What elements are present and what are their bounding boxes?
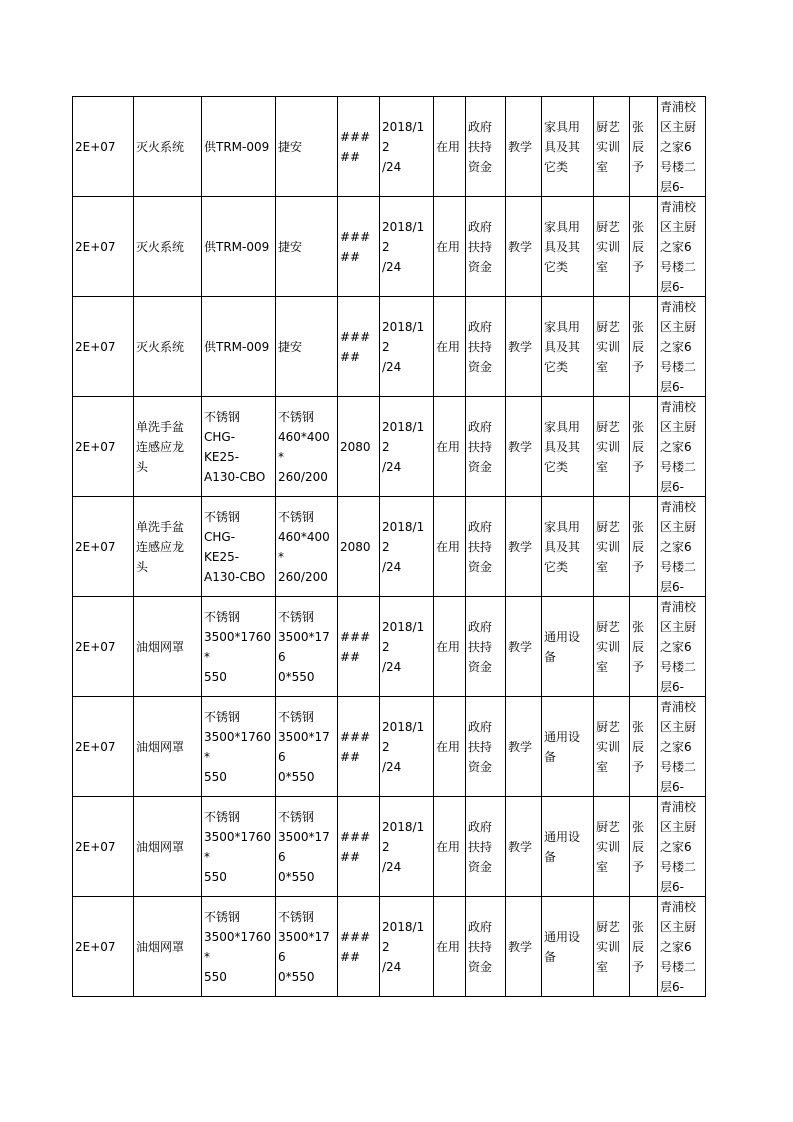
- cell-keeper: [630, 697, 658, 797]
- cell-text: 在用: [436, 739, 461, 754]
- cell-fund: [466, 297, 506, 397]
- cell-code: [73, 197, 134, 297]
- cell-text: 2018/12 /24: [382, 719, 425, 774]
- cell-text: 张 辰 予: [632, 419, 645, 474]
- table-row: [73, 197, 706, 297]
- cell-text: 供TRM-009: [204, 139, 270, 154]
- cell-text: 2018/12 /24: [382, 619, 425, 674]
- cell-keeper: [630, 897, 658, 997]
- cell-text: 不锈钢 3500*1760* 550: [204, 609, 272, 684]
- cell-keeper: [630, 297, 658, 397]
- cell-dept: [594, 297, 630, 397]
- cell-spec: [276, 797, 338, 897]
- cell-text: 不锈钢 3500*1760* 550: [204, 709, 272, 784]
- cell-text: 家具用 具及其 它类: [544, 519, 581, 574]
- cell-code: [73, 497, 134, 597]
- cell-text: 不锈钢 460*400* 260/200: [278, 509, 330, 584]
- cell-keeper: [630, 397, 658, 497]
- cell-dept: [594, 697, 630, 797]
- cell-category: [542, 497, 594, 597]
- cell-location: [658, 197, 706, 297]
- cell-text: 家具用 具及其 它类: [544, 219, 581, 274]
- cell-text: #####: [340, 829, 371, 864]
- cell-text: 厨艺 实训 室: [596, 719, 621, 774]
- cell-keeper: [630, 197, 658, 297]
- cell-text: 不锈钢 CHG- KE25- A130-CBO: [204, 509, 266, 584]
- cell-text: 在用: [436, 339, 461, 354]
- cell-text: 青浦校 区主厨 之家6 号楼二 层6-: [660, 900, 697, 994]
- cell-text: 2E+07: [75, 239, 116, 254]
- cell-category: [542, 697, 594, 797]
- cell-text: 通用设 备: [544, 729, 581, 764]
- cell-code: [73, 697, 134, 797]
- cell-category: [542, 97, 594, 197]
- cell-category: [542, 397, 594, 497]
- cell-text: 家具用 具及其 它类: [544, 319, 581, 374]
- cell-text: 2018/12 /24: [382, 119, 425, 174]
- cell-text: 通用设 备: [544, 829, 581, 864]
- cell-text: 油烟网罩: [136, 939, 185, 954]
- cell-text: 在用: [436, 839, 461, 854]
- cell-location: [658, 597, 706, 697]
- cell-text: 2018/12 /24: [382, 419, 425, 474]
- cell-price: [338, 197, 380, 297]
- cell-dept: [594, 97, 630, 197]
- cell-text: 政府 扶持 资金: [468, 119, 493, 174]
- cell-text: 油烟网罩: [136, 739, 185, 754]
- cell-text: #####: [340, 329, 371, 364]
- cell-text: 在用: [436, 439, 461, 454]
- cell-text: 青浦校 区主厨 之家6 号楼二 层6-: [660, 400, 697, 494]
- cell-location: [658, 697, 706, 797]
- cell-text: 捷安: [278, 339, 303, 354]
- cell-text: 不锈钢 3500*176 0*550: [278, 809, 330, 884]
- cell-date: [380, 897, 434, 997]
- cell-date: [380, 797, 434, 897]
- cell-text: 灭火系统: [136, 139, 185, 154]
- cell-text: 青浦校 区主厨 之家6 号楼二 层6-: [660, 800, 697, 894]
- cell-text: 张 辰 予: [632, 219, 645, 274]
- cell-spec: [276, 297, 338, 397]
- cell-name: [134, 497, 202, 597]
- cell-model: [202, 497, 276, 597]
- cell-text: 2E+07: [75, 339, 116, 354]
- cell-model: [202, 697, 276, 797]
- cell-price: [338, 597, 380, 697]
- cell-location: [658, 297, 706, 397]
- cell-text: 青浦校 区主厨 之家6 号楼二 层6-: [660, 300, 697, 394]
- cell-name: [134, 297, 202, 397]
- cell-text: 厨艺 实训 室: [596, 819, 621, 874]
- cell-text: 教学: [508, 939, 533, 954]
- cell-use: [506, 697, 542, 797]
- cell-name: [134, 197, 202, 297]
- cell-text: 厨艺 实训 室: [596, 619, 621, 674]
- cell-category: [542, 197, 594, 297]
- cell-model: [202, 797, 276, 897]
- cell-text: 张 辰 予: [632, 119, 645, 174]
- cell-use: [506, 597, 542, 697]
- cell-text: 教学: [508, 239, 533, 254]
- cell-text: 灭火系统: [136, 339, 185, 354]
- cell-dept: [594, 397, 630, 497]
- cell-model: [202, 897, 276, 997]
- cell-name: [134, 697, 202, 797]
- cell-price: [338, 397, 380, 497]
- cell-location: [658, 397, 706, 497]
- cell-text: 2018/12 /24: [382, 919, 425, 974]
- cell-location: [658, 97, 706, 197]
- cell-text: 在用: [436, 939, 461, 954]
- cell-date: [380, 397, 434, 497]
- table-body: [73, 97, 706, 997]
- cell-text: 2E+07: [75, 539, 116, 554]
- cell-text: 厨艺 实训 室: [596, 419, 621, 474]
- cell-use: [506, 397, 542, 497]
- cell-keeper: [630, 597, 658, 697]
- cell-text: 供TRM-009: [204, 239, 270, 254]
- cell-model: [202, 397, 276, 497]
- table-row: [73, 597, 706, 697]
- cell-dept: [594, 897, 630, 997]
- cell-text: 单洗手盆 连感应龙 头: [136, 519, 185, 574]
- cell-date: [380, 497, 434, 597]
- cell-text: 政府 扶持 资金: [468, 419, 493, 474]
- cell-text: 家具用 具及其 它类: [544, 419, 581, 474]
- cell-text: 教学: [508, 139, 533, 154]
- cell-date: [380, 697, 434, 797]
- cell-text: 2080: [340, 539, 371, 554]
- cell-price: [338, 697, 380, 797]
- table-row: [73, 397, 706, 497]
- cell-name: [134, 897, 202, 997]
- cell-text: 不锈钢 3500*176 0*550: [278, 709, 330, 784]
- cell-model: [202, 197, 276, 297]
- cell-price: [338, 497, 380, 597]
- cell-location: [658, 797, 706, 897]
- cell-text: 在用: [436, 239, 461, 254]
- cell-fund: [466, 397, 506, 497]
- cell-text: 政府 扶持 资金: [468, 719, 493, 774]
- cell-date: [380, 97, 434, 197]
- cell-text: 2E+07: [75, 439, 116, 454]
- cell-category: [542, 597, 594, 697]
- cell-dept: [594, 497, 630, 597]
- cell-status: [434, 97, 466, 197]
- cell-text: 教学: [508, 839, 533, 854]
- cell-text: 家具用 具及其 它类: [544, 119, 581, 174]
- cell-spec: [276, 197, 338, 297]
- cell-text: 张 辰 予: [632, 819, 645, 874]
- table-row: [73, 797, 706, 897]
- cell-text: 不锈钢 CHG- KE25- A130-CBO: [204, 409, 266, 484]
- cell-price: [338, 297, 380, 397]
- cell-text: 不锈钢 460*400* 260/200: [278, 409, 330, 484]
- cell-text: 2080: [340, 439, 371, 454]
- cell-text: 教学: [508, 739, 533, 754]
- cell-text: 捷安: [278, 139, 303, 154]
- cell-status: [434, 197, 466, 297]
- cell-category: [542, 897, 594, 997]
- table-row: [73, 697, 706, 797]
- cell-text: #####: [340, 729, 371, 764]
- cell-text: 2E+07: [75, 739, 116, 754]
- cell-fund: [466, 497, 506, 597]
- cell-text: 通用设 备: [544, 929, 581, 964]
- cell-code: [73, 597, 134, 697]
- cell-use: [506, 897, 542, 997]
- cell-text: 2E+07: [75, 139, 116, 154]
- cell-text: 张 辰 予: [632, 719, 645, 774]
- cell-code: [73, 397, 134, 497]
- cell-dept: [594, 197, 630, 297]
- cell-status: [434, 297, 466, 397]
- cell-use: [506, 297, 542, 397]
- cell-spec: [276, 497, 338, 597]
- cell-text: 政府 扶持 资金: [468, 319, 493, 374]
- cell-text: 张 辰 予: [632, 519, 645, 574]
- cell-text: 在用: [436, 639, 461, 654]
- cell-code: [73, 297, 134, 397]
- cell-text: 教学: [508, 339, 533, 354]
- cell-code: [73, 897, 134, 997]
- cell-category: [542, 797, 594, 897]
- cell-location: [658, 897, 706, 997]
- cell-text: 单洗手盆 连感应龙 头: [136, 419, 185, 474]
- cell-name: [134, 397, 202, 497]
- cell-text: 政府 扶持 资金: [468, 819, 493, 874]
- cell-keeper: [630, 97, 658, 197]
- cell-text: 青浦校 区主厨 之家6 号楼二 层6-: [660, 700, 697, 794]
- cell-text: #####: [340, 129, 371, 164]
- table-row: [73, 897, 706, 997]
- cell-text: 厨艺 实训 室: [596, 119, 621, 174]
- cell-code: [73, 797, 134, 897]
- cell-fund: [466, 897, 506, 997]
- cell-use: [506, 197, 542, 297]
- cell-text: 青浦校 区主厨 之家6 号楼二 层6-: [660, 600, 697, 694]
- cell-text: 2E+07: [75, 939, 116, 954]
- cell-fund: [466, 597, 506, 697]
- cell-use: [506, 497, 542, 597]
- cell-text: 2018/12 /24: [382, 819, 425, 874]
- cell-text: 2E+07: [75, 639, 116, 654]
- cell-text: 教学: [508, 539, 533, 554]
- cell-text: 供TRM-009: [204, 339, 270, 354]
- cell-model: [202, 297, 276, 397]
- cell-text: 政府 扶持 资金: [468, 219, 493, 274]
- cell-fund: [466, 797, 506, 897]
- cell-text: 在用: [436, 139, 461, 154]
- cell-keeper: [630, 797, 658, 897]
- cell-fund: [466, 697, 506, 797]
- cell-text: 张 辰 予: [632, 619, 645, 674]
- cell-spec: [276, 897, 338, 997]
- cell-text: 青浦校 区主厨 之家6 号楼二 层6-: [660, 100, 697, 194]
- cell-text: 政府 扶持 资金: [468, 519, 493, 574]
- cell-model: [202, 597, 276, 697]
- cell-date: [380, 197, 434, 297]
- cell-price: [338, 897, 380, 997]
- cell-text: 2018/12 /24: [382, 219, 425, 274]
- table-row: [73, 497, 706, 597]
- cell-category: [542, 297, 594, 397]
- cell-keeper: [630, 497, 658, 597]
- cell-date: [380, 597, 434, 697]
- cell-status: [434, 397, 466, 497]
- cell-text: 2018/12 /24: [382, 319, 425, 374]
- cell-text: 厨艺 实训 室: [596, 919, 621, 974]
- table-row: [73, 297, 706, 397]
- cell-spec: [276, 97, 338, 197]
- cell-text: 在用: [436, 539, 461, 554]
- cell-use: [506, 797, 542, 897]
- cell-spec: [276, 697, 338, 797]
- cell-text: 不锈钢 3500*1760* 550: [204, 809, 272, 884]
- cell-text: 灭火系统: [136, 239, 185, 254]
- cell-name: [134, 597, 202, 697]
- cell-text: 2018/12 /24: [382, 519, 425, 574]
- cell-text: 教学: [508, 639, 533, 654]
- cell-text: 教学: [508, 439, 533, 454]
- cell-price: [338, 797, 380, 897]
- cell-text: 张 辰 予: [632, 919, 645, 974]
- cell-text: #####: [340, 629, 371, 664]
- cell-name: [134, 97, 202, 197]
- cell-status: [434, 797, 466, 897]
- cell-text: 政府 扶持 资金: [468, 919, 493, 974]
- cell-fund: [466, 97, 506, 197]
- cell-text: 通用设 备: [544, 629, 581, 664]
- cell-text: 2E+07: [75, 839, 116, 854]
- cell-text: 不锈钢 3500*176 0*550: [278, 909, 330, 984]
- cell-text: 捷安: [278, 239, 303, 254]
- table-row: [73, 97, 706, 197]
- cell-dept: [594, 597, 630, 697]
- cell-text: 张 辰 予: [632, 319, 645, 374]
- cell-text: #####: [340, 929, 371, 964]
- cell-name: [134, 797, 202, 897]
- cell-text: #####: [340, 229, 371, 264]
- cell-text: 厨艺 实训 室: [596, 519, 621, 574]
- cell-use: [506, 97, 542, 197]
- cell-status: [434, 597, 466, 697]
- cell-date: [380, 297, 434, 397]
- cell-text: 不锈钢 3500*1760* 550: [204, 909, 272, 984]
- cell-text: 不锈钢 3500*176 0*550: [278, 609, 330, 684]
- cell-status: [434, 497, 466, 597]
- asset-table: [72, 96, 706, 997]
- cell-text: 油烟网罩: [136, 839, 185, 854]
- cell-text: 青浦校 区主厨 之家6 号楼二 层6-: [660, 500, 697, 594]
- cell-text: 厨艺 实训 室: [596, 219, 621, 274]
- cell-price: [338, 97, 380, 197]
- cell-text: 青浦校 区主厨 之家6 号楼二 层6-: [660, 200, 697, 294]
- cell-model: [202, 97, 276, 197]
- cell-spec: [276, 397, 338, 497]
- cell-status: [434, 697, 466, 797]
- cell-code: [73, 97, 134, 197]
- cell-location: [658, 497, 706, 597]
- cell-dept: [594, 797, 630, 897]
- cell-text: 政府 扶持 资金: [468, 619, 493, 674]
- cell-fund: [466, 197, 506, 297]
- cell-status: [434, 897, 466, 997]
- cell-text: 油烟网罩: [136, 639, 185, 654]
- cell-spec: [276, 597, 338, 697]
- cell-text: 厨艺 实训 室: [596, 319, 621, 374]
